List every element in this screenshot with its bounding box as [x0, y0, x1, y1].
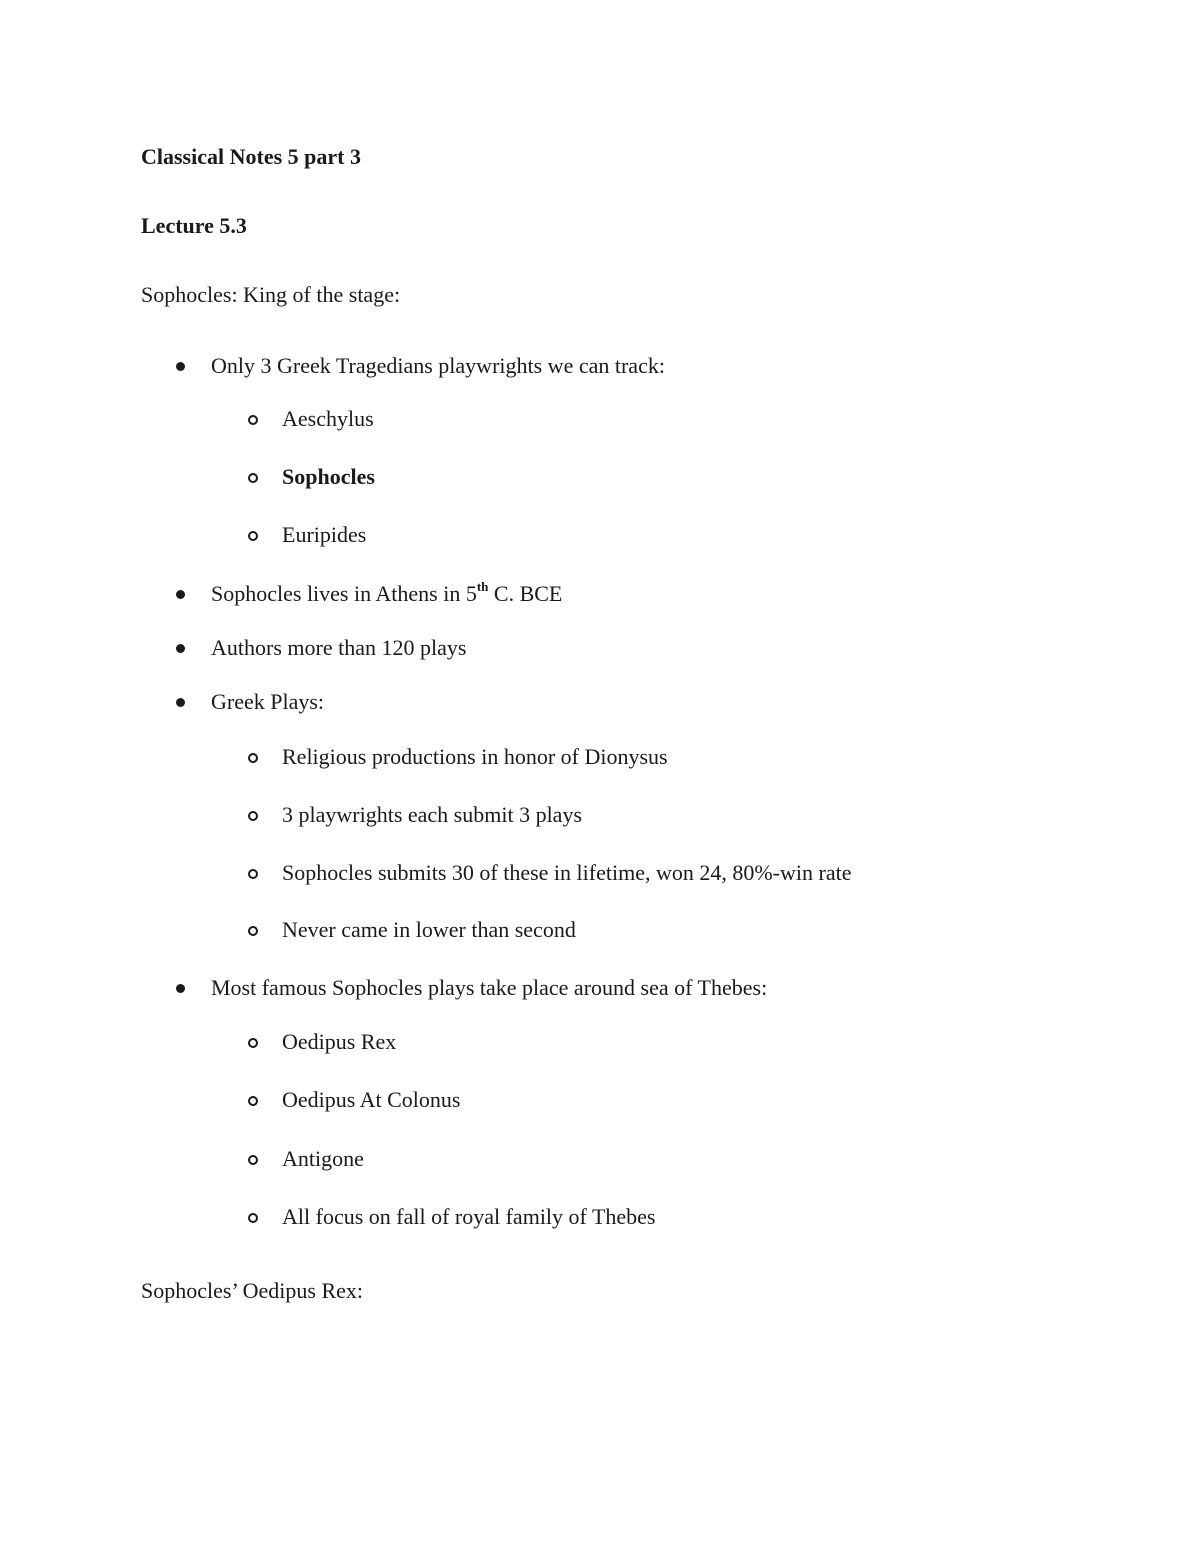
circle-bullet-icon	[248, 926, 258, 936]
circle-bullet-icon	[248, 531, 258, 541]
circle-bullet-icon	[248, 753, 258, 763]
sub-list-item: Antigone	[282, 1146, 364, 1171]
list-item-text: C. BCE	[488, 581, 563, 606]
section-heading-sophocles: Sophocles: King of the stage:	[141, 282, 401, 307]
circle-bullet-icon	[248, 811, 258, 821]
sub-list-item: All focus on fall of royal family of Thebes	[282, 1204, 656, 1229]
bullet-icon	[176, 984, 185, 993]
sub-list-item: Oedipus At Colonus	[282, 1087, 461, 1112]
circle-bullet-icon	[248, 415, 258, 425]
bullet-icon	[176, 362, 185, 371]
circle-bullet-icon	[248, 1213, 258, 1223]
circle-bullet-icon	[248, 869, 258, 879]
sub-list-item: Sophocles	[282, 464, 375, 489]
circle-bullet-icon	[248, 473, 258, 483]
sub-list-item: Aeschylus	[282, 406, 374, 431]
bullet-icon	[176, 698, 185, 707]
sub-list-item: Never came in lower than second	[282, 917, 576, 942]
superscript: th	[476, 578, 489, 594]
list-item: Greek Plays:	[211, 689, 325, 714]
list-item: Authors more than 120 plays	[211, 635, 467, 660]
bullet-icon	[176, 644, 185, 653]
document-title: Classical Notes 5 part 3	[141, 144, 361, 169]
sub-list-item: Euripides	[282, 522, 367, 547]
circle-bullet-icon	[248, 1096, 258, 1106]
circle-bullet-icon	[248, 1038, 258, 1048]
sub-list-item: Sophocles submits 30 of these in lifetime, won 24, 80%-win rate	[282, 860, 852, 885]
sub-list-item: Oedipus Rex	[282, 1029, 397, 1054]
list-item: Only 3 Greek Tragedians playwrights we can track:	[211, 353, 665, 378]
circle-bullet-icon	[248, 1155, 258, 1165]
list-item	[211, 580, 562, 608]
list-item: Most famous Sophocles plays take place around sea of Thebes:	[211, 975, 768, 1000]
sub-list-item: Religious productions in honor of Dionysus	[282, 744, 668, 769]
list-item-text: Sophocles lives in Athens in 5	[211, 581, 477, 606]
section-heading-oedipus: Sophocles’ Oedipus Rex:	[141, 1278, 364, 1303]
lecture-heading: Lecture 5.3	[141, 213, 247, 238]
sub-list-item: 3 playwrights each submit 3 plays	[282, 802, 583, 827]
bullet-icon	[176, 590, 185, 599]
